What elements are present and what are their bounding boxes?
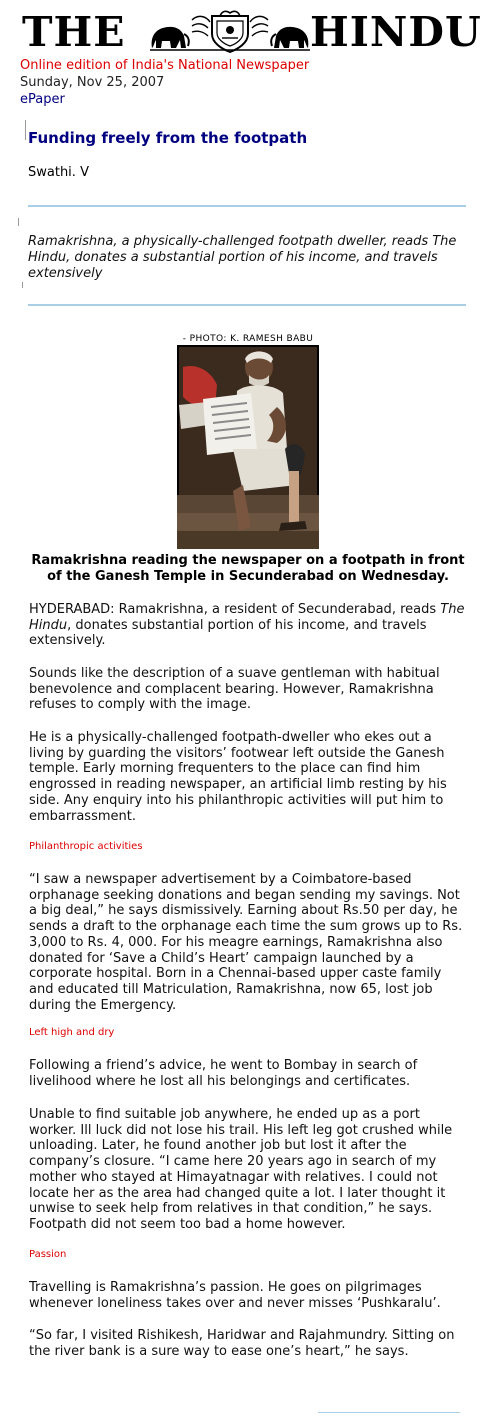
edition-tagline: Online edition of India's National Newspaper (20, 58, 310, 73)
article-paragraph (29, 666, 469, 713)
margin-tick (25, 120, 26, 140)
article-paragraph (29, 872, 469, 1013)
article-headline: Funding freely from the footpath (28, 129, 308, 147)
paragraph-text: HYDERABAD: Ramakrishna, a resident of Secunderabad, reads (29, 602, 441, 617)
paragraph-text: Sounds like the description of a suave gentleman with habitual benevolence and complacent bearing. However, Ramakrishna refuses to comply with the image. (29, 666, 440, 713)
paragraph-text: Following a friend’s advice, he went to Bombay in search of livelihood where he lost all his belongings and certificates. (29, 1058, 418, 1089)
masthead-word-the: THE (22, 8, 126, 56)
subheading: Left high and dry (29, 1027, 115, 1038)
divider (28, 205, 466, 207)
man-reading-newspaper-photo (177, 345, 319, 549)
margin-tick (18, 218, 19, 226)
article-paragraph (29, 730, 469, 824)
subheading: Passion (29, 1249, 67, 1260)
edition-date: Sunday, Nov 25, 2007 (20, 75, 165, 90)
caption-line: Ramakrishna reading the newspaper on a footpath in front (31, 553, 465, 568)
photo-caption (30, 553, 466, 585)
paragraph-text: Travelling is Ramakrishna’s passion. He goes on pilgrimages whenever loneliness takes over and never misses ‘Pushkaralu’. (29, 1280, 441, 1311)
paragraph-text: Unable to find suitable job anywhere, he ended up as a port worker. Ill luck did not lose his trail. His left leg got crushed while unloading. Later, he found another job but lost it after the company’s closure. “I came here 20 years ago in search of my mother who stayed at Himayatnagar with relatives. I could not locate her as the area had changed quite a lot. I later thought it unwise to seek help from relatives in that condition,” he says. Footpath did not seem too bad a home however. (29, 1107, 453, 1232)
paragraph-text: He is a physically-challenged footpath-dweller who ekes out a living by guarding the visitors’ footwear left outside the Ganesh temple. Early morning frequenters to the place can find him engrossed in reading newspaper, an artificial limb resting by his side. Any enquiry into his philanthropic activities will put him to embarrassment. (29, 730, 447, 824)
divider (318, 1412, 460, 1413)
caption-line: of the Ganesh Temple in Secunderabad on Wednesday. (47, 569, 449, 584)
publication-name: The Hindu (29, 602, 465, 633)
article-paragraph (29, 602, 469, 649)
divider (28, 304, 466, 306)
masthead-word-hindu: HINDU (310, 8, 482, 56)
margin-tick (22, 282, 23, 288)
elephants-emblem-icon (146, 10, 314, 54)
subheading: Philanthropic activities (29, 841, 143, 852)
paragraph-text: “I saw a newspaper advertisement by a Coimbatore-based orphanage seeking donations and began sending my savings. Not a big deal,” he says dismissively. Earning about Rs.50 per day, he sends a draft to the orphanage each time the sum grows up to Rs. 3,000 to Rs. 4, 000. For his meagre earnings, Ramakrishna also donated for ‘Save a Child’s Heart’ campaign launched by a corporate hospital. Born in a Chennai-based upper caste family and educated till Matriculation, Ramakrishna, now 65, lost job during the Emergency. (29, 872, 463, 1013)
photo-credit: - PHOTO: K. RAMESH BABU (182, 334, 314, 344)
article-paragraph (29, 1280, 469, 1311)
paragraph-text: “So far, I visited Rishikesh, Haridwar and Rajahmundry. Sitting on the river bank is a sure way to ease one’s heart,” he says. (29, 1328, 455, 1359)
article-author: Swathi. V (28, 165, 89, 180)
paragraph-text: , donates substantial portion of his income, and travels extensively. (29, 617, 427, 649)
article-summary: Ramakrishna, a physically-challenged footpath dweller, reads The Hindu, donates a substantial portion of his income, and travels extensively (28, 234, 457, 281)
epaper-link[interactable]: ePaper (20, 92, 65, 107)
masthead-logo (20, 6, 486, 58)
article-paragraph (29, 1058, 469, 1089)
article-paragraph (29, 1328, 469, 1359)
article-paragraph (29, 1107, 469, 1233)
